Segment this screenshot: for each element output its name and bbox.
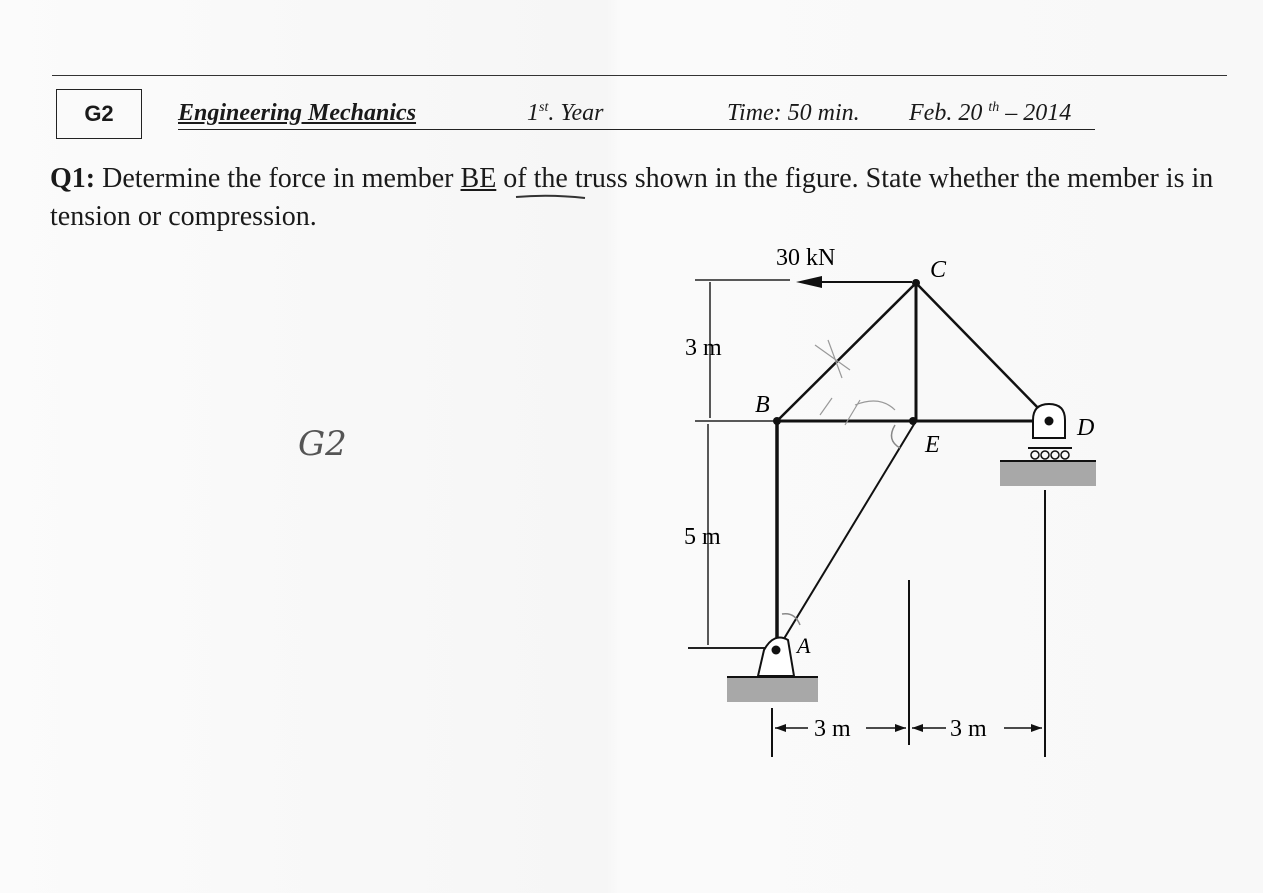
dim-left-label: 5 m <box>684 524 721 550</box>
handwritten-note: G2 <box>298 424 347 464</box>
node-d-label: D <box>1077 415 1095 441</box>
question-label: Q1: <box>50 163 96 194</box>
hand-underline <box>516 196 585 198</box>
date-post: – 2014 <box>999 100 1072 126</box>
joint-b <box>773 417 781 425</box>
pencil-scribble-1 <box>815 340 850 378</box>
load-arrow-head <box>796 276 822 288</box>
support-d-roller-4 <box>1061 451 1069 459</box>
node-a-label: A <box>797 633 811 658</box>
question-text-pre: Determine the force in member <box>95 163 461 194</box>
exam-code: G2 <box>84 101 114 126</box>
dim-top-label: 3 m <box>685 335 722 361</box>
dim-bottom-right-arrow-b <box>1031 724 1042 732</box>
course-title: Engineering Mechanics <box>178 100 417 126</box>
joint-e <box>909 417 917 425</box>
year-rest: . Year <box>548 100 604 126</box>
dim-bottom-left-arrow-b <box>895 724 906 732</box>
node-e-label: E <box>925 432 940 458</box>
support-d-pin-dot <box>1045 417 1054 426</box>
dim-bottom-left-arrow-a <box>775 724 786 732</box>
member-cd <box>916 283 1043 413</box>
support-a-ground <box>727 678 818 702</box>
time-label: Time: 50 min. <box>727 100 860 126</box>
support-d-roller-3 <box>1051 451 1059 459</box>
dim-bottom-right-label: 3 m <box>950 716 987 742</box>
member-bc <box>777 283 916 421</box>
node-c-label: C <box>930 257 947 283</box>
year-number: 1 <box>527 100 539 126</box>
question-member: BE <box>460 163 497 194</box>
support-a-pin <box>758 638 794 676</box>
support-a-pin-dot <box>772 646 781 655</box>
year-superscript: st <box>539 100 549 115</box>
pencil-angle-mark <box>891 425 900 448</box>
dim-bottom-left-label: 3 m <box>814 716 851 742</box>
dim-bottom-right-arrow-a <box>912 724 923 732</box>
date-pre: Feb. 20 <box>909 100 989 126</box>
joint-c <box>912 279 920 287</box>
node-b-label: B <box>755 392 770 418</box>
support-d-ground <box>1000 462 1096 486</box>
question-text-post: of the truss shown in the figure. State whether the member is in tension or compression. <box>50 163 1214 232</box>
support-d-roller-2 <box>1041 451 1049 459</box>
load-label: 30 kN <box>776 245 836 271</box>
member-ae <box>782 421 916 642</box>
date-superscript: th <box>988 100 1000 115</box>
support-d-roller-1 <box>1031 451 1039 459</box>
